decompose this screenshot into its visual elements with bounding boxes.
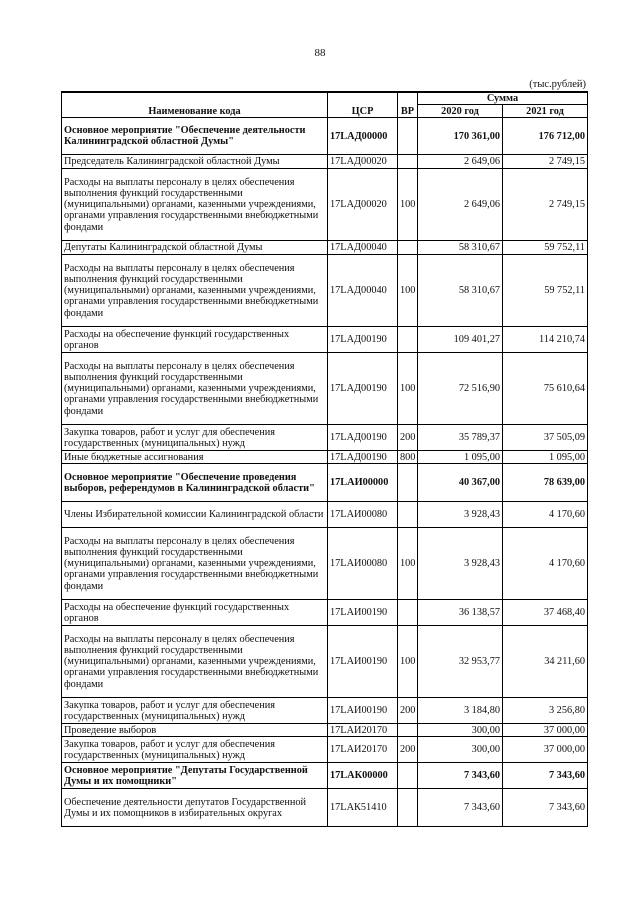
row-sum-2020: 170 361,00 xyxy=(418,118,503,155)
row-csr-code: 17LАИ00190 xyxy=(328,698,398,724)
row-name: Расходы на выплаты персоналу в целях обеспечения выполнения функций государственными (муниципальными) органами, казенными учреждениями, органами управления государственными внебюджетными фондами xyxy=(62,626,328,698)
table-row xyxy=(62,600,588,626)
table-row xyxy=(62,464,588,502)
row-csr-code: 17LАД00190 xyxy=(328,327,398,353)
row-sum-2021: 78 639,00 xyxy=(503,464,588,502)
row-sum-2020: 7 343,60 xyxy=(418,789,503,827)
row-sum-2020: 300,00 xyxy=(418,737,503,763)
table-body xyxy=(62,118,588,827)
row-name: Основное мероприятие "Обеспечение деятельности Калининградской областной Думы" xyxy=(62,118,328,155)
row-csr-code: 17LАК00000 xyxy=(328,763,398,789)
table-row xyxy=(62,327,588,353)
row-vr-code: 800 xyxy=(398,451,418,464)
row-vr-code xyxy=(398,118,418,155)
row-name: Члены Избирательной комиссии Калининградской области xyxy=(62,502,328,528)
row-name: Основное мероприятие "Обеспечение проведения выборов, референдумов в Калининградской области" xyxy=(62,464,328,502)
row-name: Расходы на выплаты персоналу в целях обеспечения выполнения функций государственными (муниципальными) органами, казенными учреждениями, органами управления государственными внебюджетными фондами xyxy=(62,528,328,600)
row-csr-code: 17LАД00190 xyxy=(328,451,398,464)
row-csr-code: 17LАД00020 xyxy=(328,169,398,241)
row-vr-code: 100 xyxy=(398,169,418,241)
row-sum-2021: 4 170,60 xyxy=(503,502,588,528)
row-sum-2021: 2 749,15 xyxy=(503,169,588,241)
row-sum-2021: 3 256,80 xyxy=(503,698,588,724)
row-sum-2020: 300,00 xyxy=(418,724,503,737)
row-sum-2021: 59 752,11 xyxy=(503,241,588,255)
table-header xyxy=(62,92,588,118)
row-vr-code: 200 xyxy=(398,737,418,763)
table-row xyxy=(62,155,588,169)
row-csr-code: 17LАК51410 xyxy=(328,789,398,827)
header-csr: ЦСР xyxy=(328,92,398,118)
row-csr-code: 17LАИ00190 xyxy=(328,626,398,698)
row-sum-2021: 1 095,00 xyxy=(503,451,588,464)
row-sum-2020: 3 928,43 xyxy=(418,502,503,528)
row-sum-2021: 59 752,11 xyxy=(503,255,588,327)
row-csr-code: 17LАИ00080 xyxy=(328,528,398,600)
row-sum-2020: 40 367,00 xyxy=(418,464,503,502)
row-vr-code: 100 xyxy=(398,528,418,600)
row-sum-2021: 75 610,64 xyxy=(503,353,588,425)
budget-table xyxy=(61,91,588,827)
row-sum-2020: 72 516,90 xyxy=(418,353,503,425)
table-row xyxy=(62,502,588,528)
header-name: Наименование кода xyxy=(62,92,328,118)
row-sum-2020: 32 953,77 xyxy=(418,626,503,698)
table-row xyxy=(62,698,588,724)
row-name: Обеспечение деятельности депутатов Государственной Думы и их помощников в избирательных округах xyxy=(62,789,328,827)
header-vr: ВР xyxy=(398,92,418,118)
row-vr-code xyxy=(398,155,418,169)
row-vr-code: 200 xyxy=(398,425,418,451)
row-sum-2020: 58 310,67 xyxy=(418,255,503,327)
page-number: 88 xyxy=(314,47,326,59)
row-name: Закупка товаров, работ и услуг для обеспечения государственных (муниципальных) нужд xyxy=(62,698,328,724)
table-row xyxy=(62,241,588,255)
row-sum-2020: 109 401,27 xyxy=(418,327,503,353)
row-csr-code: 17LАИ20170 xyxy=(328,737,398,763)
table-row xyxy=(62,763,588,789)
units-label: (тыс.рублей) xyxy=(529,79,586,90)
row-name: Расходы на выплаты персоналу в целях обеспечения выполнения функций государственными (муниципальными) органами, казенными учреждениями, органами управления государственными внебюджетными фондами xyxy=(62,169,328,241)
row-name: Закупка товаров, работ и услуг для обеспечения государственных (муниципальных) нужд xyxy=(62,737,328,763)
row-name: Иные бюджетные ассигнования xyxy=(62,451,328,464)
row-csr-code: 17LАД00040 xyxy=(328,255,398,327)
table-row xyxy=(62,737,588,763)
table-row xyxy=(62,169,588,241)
row-name: Расходы на обеспечение функций государственных органов xyxy=(62,327,328,353)
header-year-2021: 2021 год xyxy=(503,105,588,118)
table-row xyxy=(62,789,588,827)
row-name: Расходы на обеспечение функций государственных органов xyxy=(62,600,328,626)
row-csr-code: 17LАД00040 xyxy=(328,241,398,255)
row-vr-code: 100 xyxy=(398,626,418,698)
row-csr-code: 17LАД00190 xyxy=(328,425,398,451)
row-sum-2021: 34 211,60 xyxy=(503,626,588,698)
table-row xyxy=(62,626,588,698)
row-sum-2020: 58 310,67 xyxy=(418,241,503,255)
row-sum-2020: 36 138,57 xyxy=(418,600,503,626)
row-sum-2021: 114 210,74 xyxy=(503,327,588,353)
row-csr-code: 17LАД00000 xyxy=(328,118,398,155)
row-vr-code xyxy=(398,241,418,255)
row-vr-code xyxy=(398,600,418,626)
row-vr-code: 100 xyxy=(398,353,418,425)
row-vr-code xyxy=(398,789,418,827)
table-row xyxy=(62,255,588,327)
row-name: Председатель Калининградской областной Думы xyxy=(62,155,328,169)
row-sum-2021: 7 343,60 xyxy=(503,789,588,827)
row-vr-code: 200 xyxy=(398,698,418,724)
header-sum: Сумма xyxy=(418,92,588,105)
row-csr-code: 17LАИ20170 xyxy=(328,724,398,737)
row-csr-code: 17LАД00020 xyxy=(328,155,398,169)
row-sum-2021: 4 170,60 xyxy=(503,528,588,600)
row-name: Расходы на выплаты персоналу в целях обеспечения выполнения функций государственными (муниципальными) органами, казенными учреждениями, органами управления государственными внебюджетными фондами xyxy=(62,255,328,327)
row-sum-2021: 37 000,00 xyxy=(503,737,588,763)
row-vr-code xyxy=(398,763,418,789)
row-name: Основное мероприятие "Депутаты Государственной Думы и их помощники" xyxy=(62,763,328,789)
row-vr-code xyxy=(398,327,418,353)
row-vr-code xyxy=(398,464,418,502)
row-sum-2020: 3 184,80 xyxy=(418,698,503,724)
row-sum-2020: 2 649,06 xyxy=(418,169,503,241)
row-sum-2020: 7 343,60 xyxy=(418,763,503,789)
row-csr-code: 17LАИ00080 xyxy=(328,502,398,528)
table-row xyxy=(62,528,588,600)
row-sum-2020: 35 789,37 xyxy=(418,425,503,451)
row-name: Расходы на выплаты персоналу в целях обеспечения выполнения функций государственными (муниципальными) органами, казенными учреждениями, органами управления государственными внебюджетными фондами xyxy=(62,353,328,425)
row-sum-2020: 3 928,43 xyxy=(418,528,503,600)
row-sum-2021: 176 712,00 xyxy=(503,118,588,155)
row-sum-2021: 37 468,40 xyxy=(503,600,588,626)
row-sum-2021: 37 000,00 xyxy=(503,724,588,737)
row-vr-code: 100 xyxy=(398,255,418,327)
row-csr-code: 17LАИ00000 xyxy=(328,464,398,502)
row-sum-2021: 7 343,60 xyxy=(503,763,588,789)
row-sum-2021: 2 749,15 xyxy=(503,155,588,169)
row-csr-code: 17LАИ00190 xyxy=(328,600,398,626)
row-csr-code: 17LАД00190 xyxy=(328,353,398,425)
table-row xyxy=(62,353,588,425)
table-row xyxy=(62,425,588,451)
row-vr-code xyxy=(398,724,418,737)
row-name: Проведение выборов xyxy=(62,724,328,737)
table-row xyxy=(62,724,588,737)
table-row xyxy=(62,118,588,155)
row-name: Депутаты Калининградской областной Думы xyxy=(62,241,328,255)
row-name: Закупка товаров, работ и услуг для обеспечения государственных (муниципальных) нужд xyxy=(62,425,328,451)
row-sum-2020: 2 649,06 xyxy=(418,155,503,169)
header-year-2020: 2020 год xyxy=(418,105,503,118)
row-vr-code xyxy=(398,502,418,528)
row-sum-2020: 1 095,00 xyxy=(418,451,503,464)
table-row xyxy=(62,451,588,464)
row-sum-2021: 37 505,09 xyxy=(503,425,588,451)
